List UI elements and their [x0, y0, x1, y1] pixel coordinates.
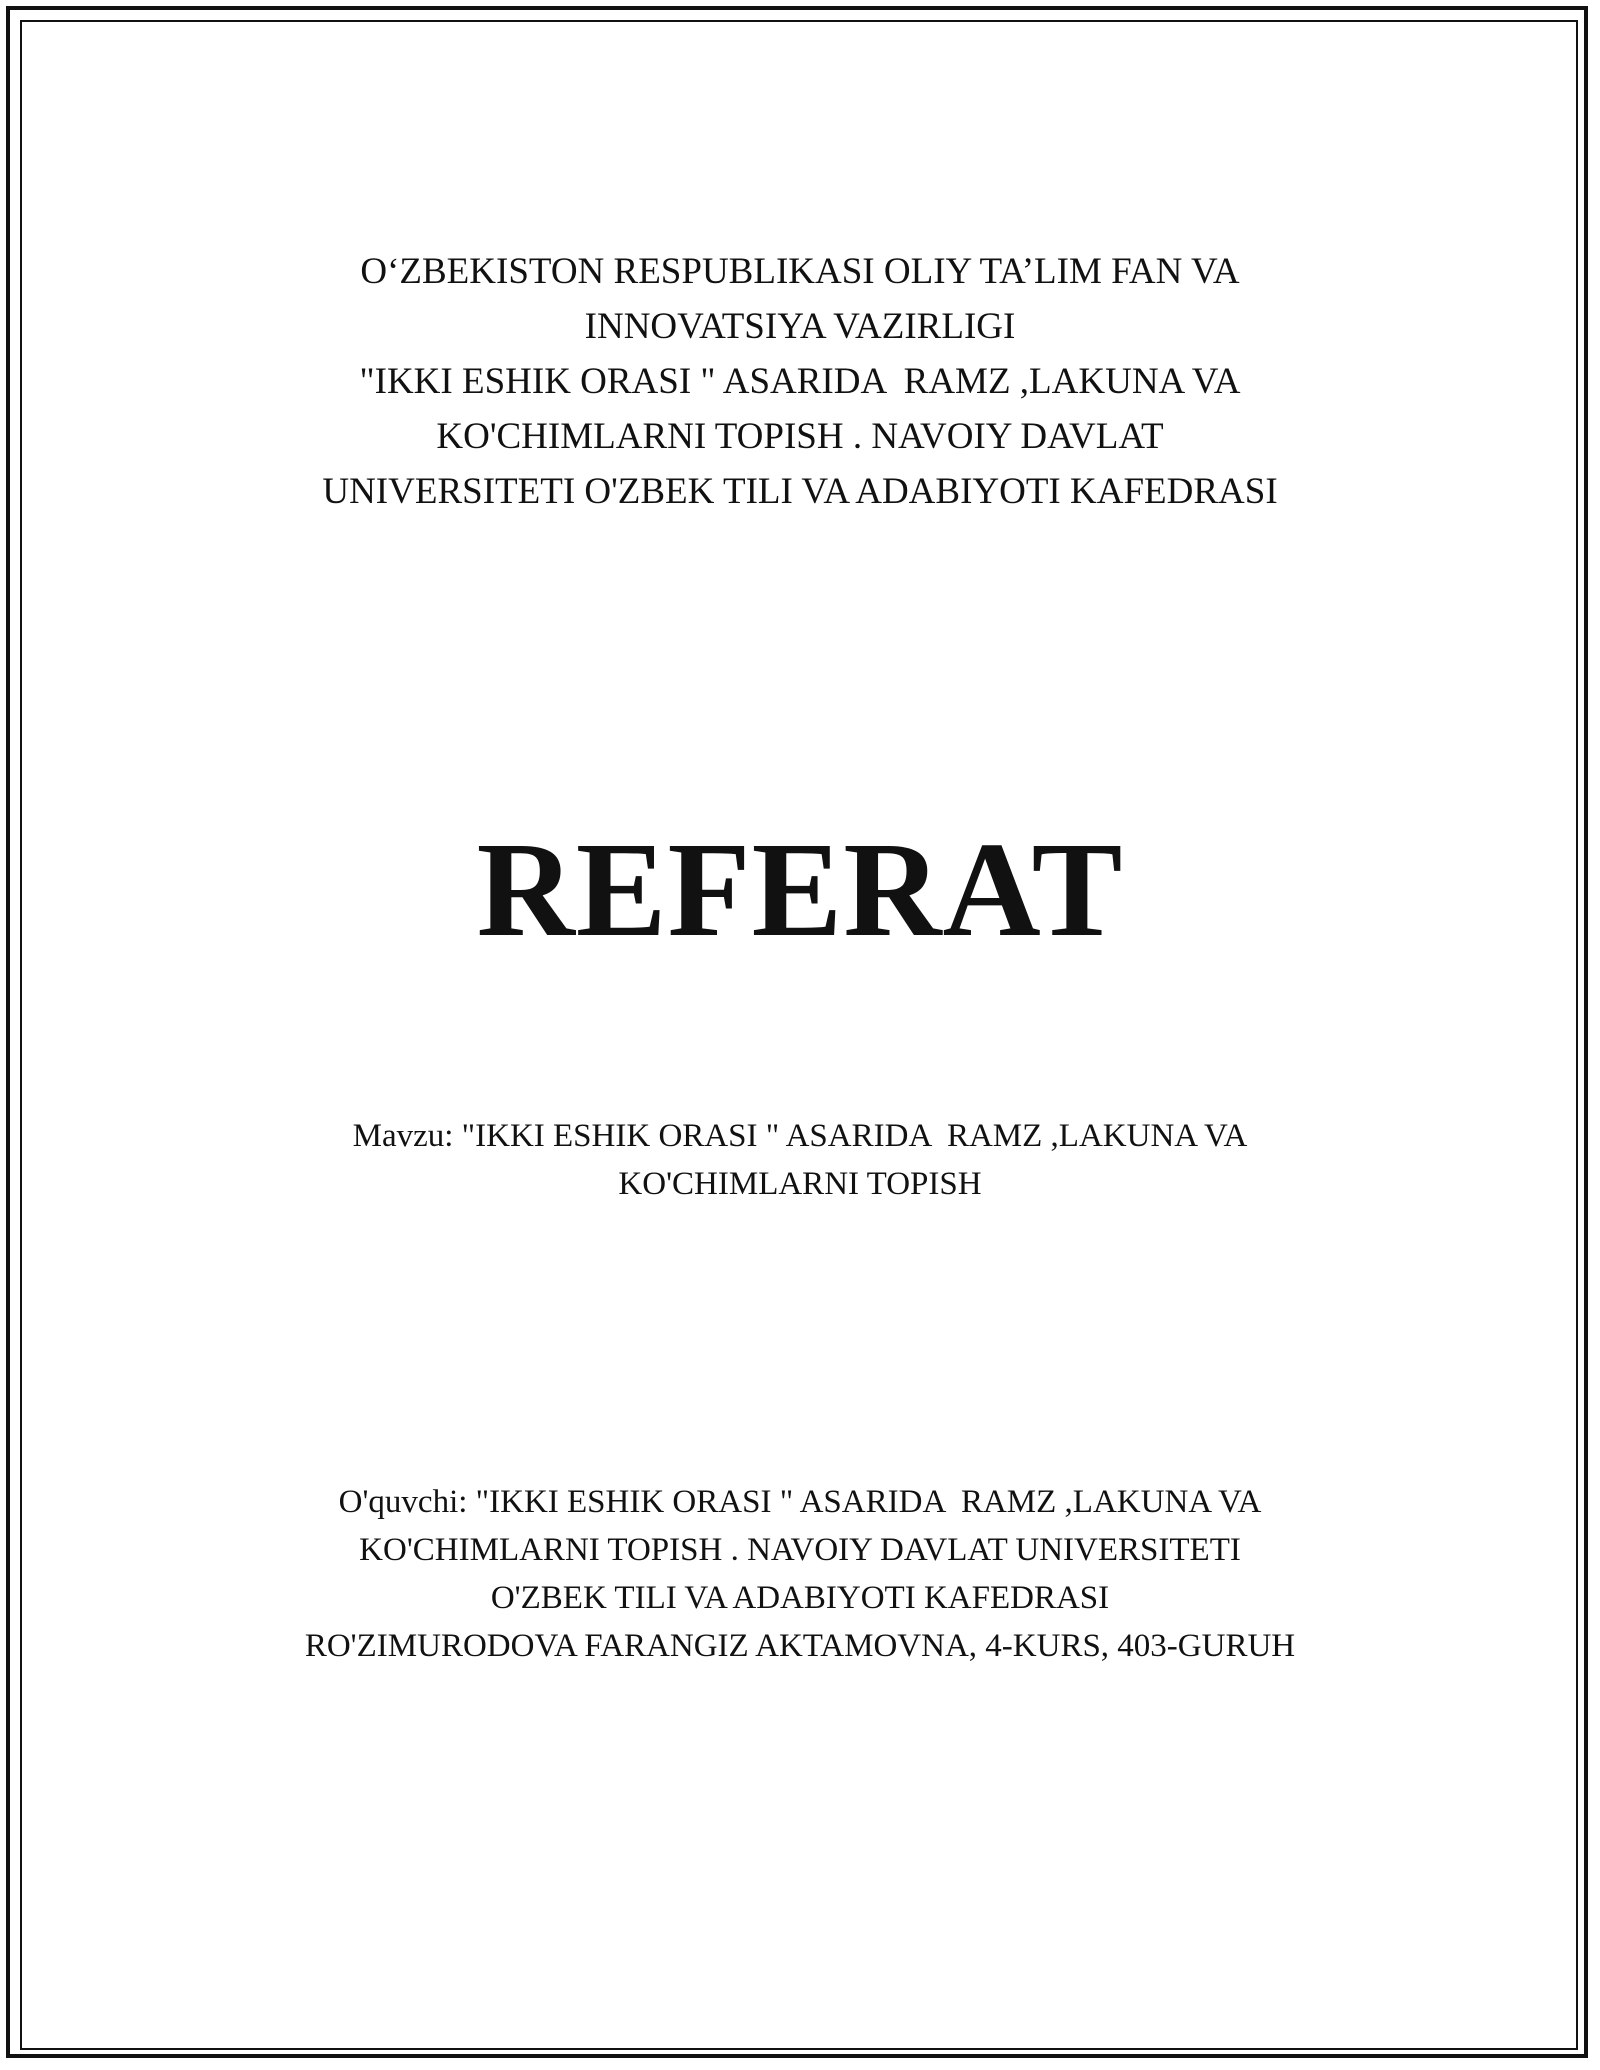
header-line: O‘ZBEKISTON RESPUBLIKASI OLIY TA’LIM FAN VA	[360, 251, 1240, 292]
document-title	[0, 810, 1600, 970]
student-line: O'ZBEK TILI VA ADABIYOTI KAFEDRASI	[490, 1580, 1110, 1616]
student-line: RO'ZIMURODOVA FARANGIZ AKTAMOVNA, 4-KURS, 403-GURUH	[304, 1628, 1296, 1664]
ministry-header	[0, 244, 1600, 519]
student-line: O'quvchi: "IKKI ESHIK ORASI " ASARIDA RAMZ ,LAKUNA VA	[338, 1484, 1262, 1520]
student-section	[0, 1478, 1600, 1670]
header-line: KO'CHIMLARNI TOPISH . NAVOIY DAVLAT	[436, 416, 1164, 457]
topic-line: Mavzu: "IKKI ESHIK ORASI " ASARIDA RAMZ ,LAKUNA VA	[352, 1118, 1248, 1154]
student-line: KO'CHIMLARNI TOPISH . NAVOIY DAVLAT UNIVERSITETI	[359, 1532, 1241, 1568]
topic-section	[0, 1112, 1600, 1208]
header-line: UNIVERSITETI O'ZBEK TILI VA ADABIYOTI KAFEDRASI	[322, 471, 1278, 512]
title-text: REFERAT	[476, 815, 1124, 965]
header-line: "IKKI ESHIK ORASI " ASARIDA RAMZ ,LAKUNA VA	[359, 361, 1241, 402]
header-line: INNOVATSIYA VAZIRLIGI	[584, 306, 1016, 347]
topic-line: KO'CHIMLARNI TOPISH	[618, 1166, 982, 1202]
